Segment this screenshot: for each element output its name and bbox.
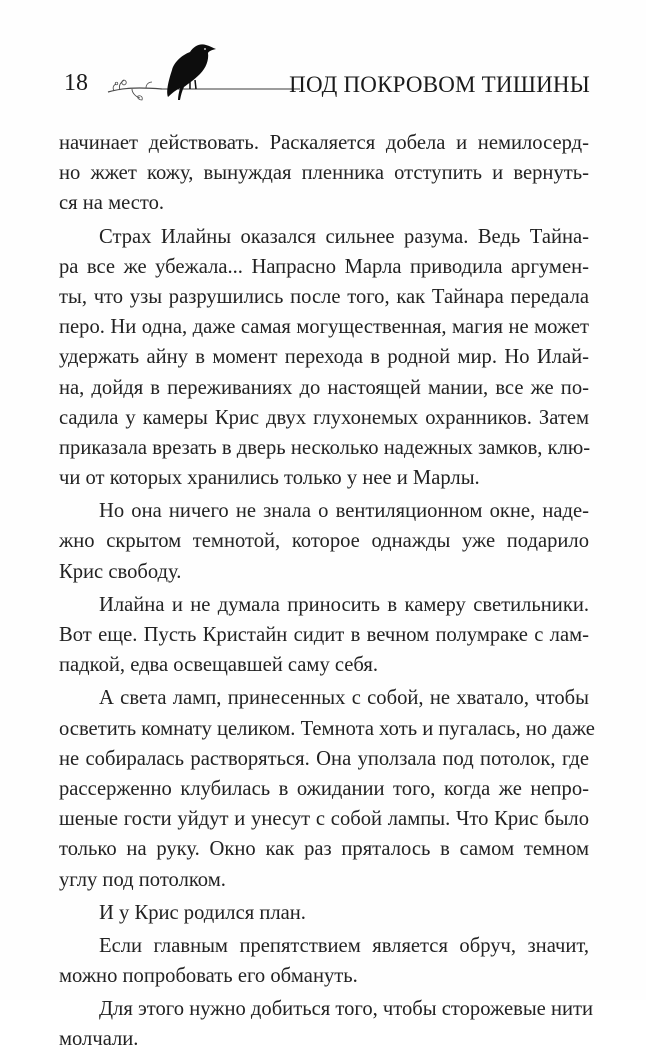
text-line: ся на место. <box>59 192 165 215</box>
text-line: осветить комнату целиком. Темнота хоть и пугалась, но даже <box>59 717 595 740</box>
text-line: А света ламп, принесенных с собой, не хватало, чтобы <box>99 687 589 710</box>
text-line: только на руку. Окно как раз пряталось в самом темном <box>59 838 589 861</box>
text-line: ра все же убежала... Напрасно Марла приводила аргумен- <box>59 255 589 278</box>
paragraph <box>59 496 589 587</box>
text-line: Если главным препятствием является обруч, значит, <box>99 934 589 957</box>
page-number: 18 <box>64 70 88 96</box>
text-line: жно скрытом темнотой, которое однажды уже подарило <box>59 530 589 553</box>
body-text <box>59 128 595 1058</box>
paragraph <box>59 222 589 494</box>
paragraph <box>59 898 589 928</box>
paragraph <box>59 683 595 894</box>
running-title: ПОД ПОКРОВОМ ТИШИНЫ <box>289 72 590 97</box>
page-header <box>60 40 590 110</box>
text-line: рассерженно клубилась в ожидании того, когда же непро- <box>59 777 589 800</box>
text-line: ты, что узы разрушились после того, как Тайнара передала <box>59 285 589 308</box>
text-line: молчали. <box>59 1028 139 1051</box>
text-line: удержать айну в момент перехода в родной мир. Но Илай- <box>59 346 589 369</box>
text-line: И у Крис родился план. <box>99 901 306 924</box>
text-line: но жжет кожу, вынуждая пленника отступить и вернуть- <box>59 162 589 185</box>
paragraph <box>59 590 589 681</box>
paragraph <box>59 128 589 219</box>
text-line: углу под потолком. <box>59 868 226 891</box>
text-line: чи от которых хранились только у нее и Марлы. <box>59 467 480 490</box>
text-line: приказала врезать в дверь несколько надежных замков, клю- <box>59 436 591 459</box>
text-line: Страх Илайны оказался сильнее разума. Ведь Тайна- <box>99 225 589 248</box>
text-line: падкой, едва освещавшей саму себя. <box>59 654 379 677</box>
paragraph <box>59 931 589 991</box>
text-line: начинает действовать. Раскаляется добела и немилосерд- <box>59 132 589 154</box>
text-line: можно попробовать его обмануть. <box>59 965 358 988</box>
crow-on-branch-icon <box>102 40 302 106</box>
text-line: Крис свободу. <box>59 560 182 583</box>
text-line: Вот еще. Пусть Кристайн сидит в вечном полумраке с лам- <box>59 624 589 646</box>
text-line: не собиралась растворяться. Она уползала под потолок, где <box>59 747 589 770</box>
text-line: Но она ничего не знала о вентиляционном окне, наде- <box>99 500 589 523</box>
text-line: садила у камеры Крис двух глухонемых охранников. Затем <box>59 406 589 429</box>
text-line: Для этого нужно добиться того, чтобы сторожевые нити <box>99 998 594 1021</box>
text-line: перо. Ни одна, даже самая могущественная, магия не может <box>59 316 589 339</box>
text-line: Илайна и не думала приносить в камеру светильники. <box>99 593 589 616</box>
paragraph <box>59 994 594 1054</box>
text-line: шеные гости уйдут и унесут с собой лампы. Что Крис было <box>59 808 589 831</box>
text-line: на, дойдя в переживаниях до настоящей мании, все же по- <box>59 376 589 399</box>
